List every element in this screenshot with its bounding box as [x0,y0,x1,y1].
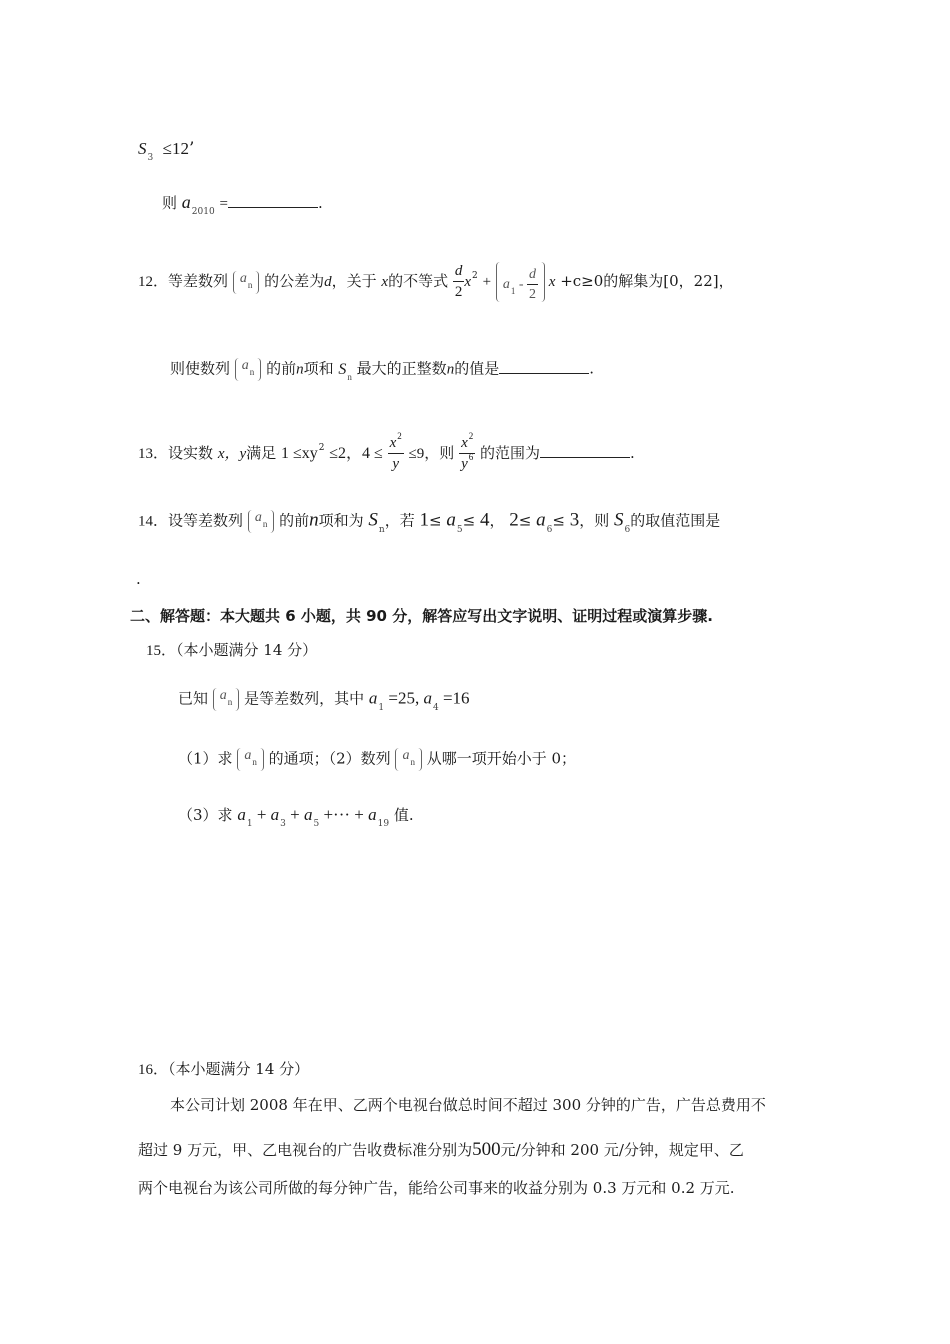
s3-var: S [138,139,147,158]
question-16-para-3: 两个电视台为该公司所做的每分钟广告，能给公司事来的收益分别为 0.3 万元和 0.2 万元. [138,1179,735,1197]
section-2-heading: 二、解答题：本大题共 6 小题，共 90 分，解答应写出文字说明、证明过程或演算步骤. [130,607,713,625]
q11-answer-line: 则 $a_{2010}$ = . [162,192,323,217]
question-15-given: 已知 $a_n$ 是等差数列，其中 $a_1 =25$, $a_4 =16$ [178,688,470,713]
question-16-header: 16．（本小题满分 14 分） [138,1060,310,1078]
fraction-d-over-2: $\frac{d}{2}$ [454,263,463,300]
question-15-part-3: （3）求 $a_1 + a_3 + a_5$ +··· + $a_{19}$ 值. [178,805,414,829]
fraction-x2-over-y6: $\frac{x^2}{y^6}$ [461,431,474,472]
fraction-x2-over-y: $\frac{x^2}{y}$ [389,431,402,472]
question-15-header: 15．（本小题满分 14 分） [146,641,318,659]
paren-expression: $a_1$ - $\frac{d}{2}$ [496,262,545,302]
answer-blank[interactable] [540,443,630,458]
sequence-an: $a_n$ [233,271,260,294]
answer-blank[interactable] [228,193,318,208]
answer-blank[interactable] [499,359,589,374]
question-13: 13．设实数 x，y满足 $1 \le xy^2 \le 2$，4 ≤ $\frac{x^2}{y}$ ≤9，则 $\frac{x^2}{y^6}$ 的范围为 . [138,431,635,472]
question-14: 14．设等差数列 $a_n$ 的前n项和为 $S_n$，若 $1\le a_5\le 4$， $2\le a_6\le 3$，则 $S_6$的取值范围是 [138,509,721,535]
question-16-para-2: 超过 9 万元，甲、乙电视台的广告收费标准分别为500元/分钟和 200 元/分钟，规定甲、乙 [138,1139,744,1160]
question-12-line-2: 则使数列 $a_n$ 的前n项和 $S_n$ 最大的正整数n的值是 . [170,358,594,382]
q14-trailing-dot: . [136,570,141,588]
question-15-parts-1-2: （1）求 $a_n$ 的通项；（2）数列 $a_n$ 从哪一项开始小于 0； [178,748,576,771]
sequence-an: $a_n$ [248,510,275,533]
sequence-an: $a_n$ [237,748,264,771]
question-16-para-1: 本公司计划 2008 年在甲、乙两个电视台做总时间不超过 300 分钟的广告，广告总费用不 [170,1096,766,1114]
sequence-an: $a_n$ [235,358,262,381]
sequence-an: $a_n$ [395,748,422,771]
sequence-an: $a_n$ [213,688,240,711]
top-fragment: $S_3 \le 12$’ [138,139,195,163]
question-12: 12．等差数列 $a_n$ 的公差为d，关于 x的不等式 $\frac{d}{2}$ $x^2 + a_1$ - $\frac{d}{2}$ x +c≥0的解集为[0，22]， [138,263,734,302]
